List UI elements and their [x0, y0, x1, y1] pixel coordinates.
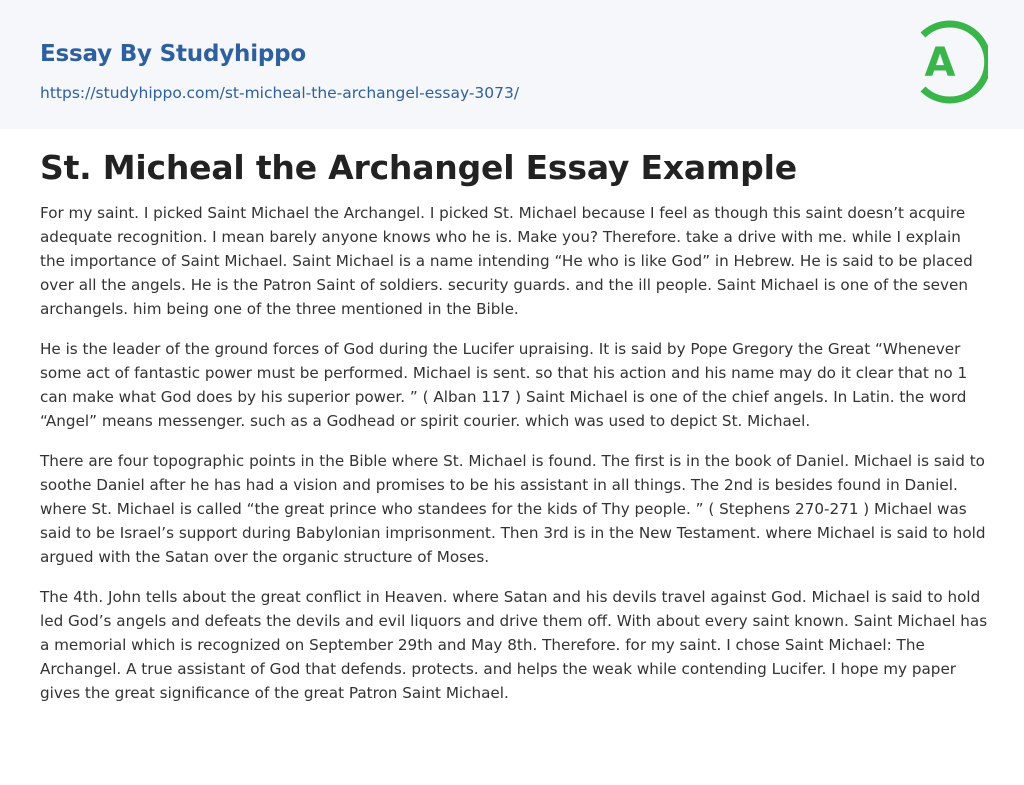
article-title: St. Micheal the Archangel Essay Example: [40, 148, 797, 187]
paragraph-4: The 4th. John tells about the great conflict in Heaven. where Satan and his devils travel against God. Michael is said to hold led God’s angels and defeats the devils and evil liquors and drive them off. With about every saint known. Saint Michael has a memorial which is recognized on September 29th and May 8th. Therefore. for my saint. I chose Saint Michael: The Archangel. A true assistant of God that defends. protects. and helps the weak while contending Lucifer. I hope my paper gives the great significance of the great Patron Saint Michael.: [40, 588, 988, 702]
paragraph-1: For my saint. I picked Saint Michael the Archangel. I picked St. Michael because I feel as though this saint doesn’t acquire adequate recognition. I mean barely anyone knows who he is. Make you? Therefore. take a drive with me. while I explain the importance of Saint Michael. Saint Michael is a name intending “He who is like God” in Hebrew. He is said to be placed over all the angels. He is the Patron Saint of soldiers. security guards. and the ill people. Saint Michael is one of the seven archangels. him being one of the three mentioned in the Bible.: [40, 204, 973, 318]
paragraph-3: There are four topographic points in the Bible where St. Michael is found. The first is in the book of Daniel. Michael is said to soothe Daniel after he has had a vision and promises to be his assistant in all things. The 2nd is besides found in Daniel. where St. Michael is called “the great prince who standees for the kids of Thy people. ” ( Stephens 270-271 ) Michael was said to be Israel’s support during Babylonian imprisonment. Then 3rd is in the New Testament. where Michael is said to hold argued with the Satan over the organic structure of Moses.: [40, 452, 986, 566]
article-body: [40, 201, 988, 705]
page-header: [0, 0, 1024, 129]
logo-letter: A: [924, 40, 956, 86]
paragraph-2: He is the leader of the ground forces of God during the Lucifer upraising. It is said by Pope Gregory the Great “Whenever some act of fantastic power must be performed. Michael is sent. so that his action and his name may do it clear that no 1 can make what God does by his superior power. ” ( Alban 117 ) Saint Michael is one of the chief angels. In Latin. the word “Angel” means messenger. such as a Godhead or spirit courier. which was used to depict St. Michael.: [40, 340, 968, 430]
article: [40, 148, 988, 721]
site-name[interactable]: Essay By Studyhippo: [40, 41, 307, 67]
essay-url-link[interactable]: https://studyhippo.com/st-micheal-the-archangel-essay-3073/: [40, 84, 520, 102]
studyhippo-logo-icon[interactable]: [912, 18, 988, 106]
